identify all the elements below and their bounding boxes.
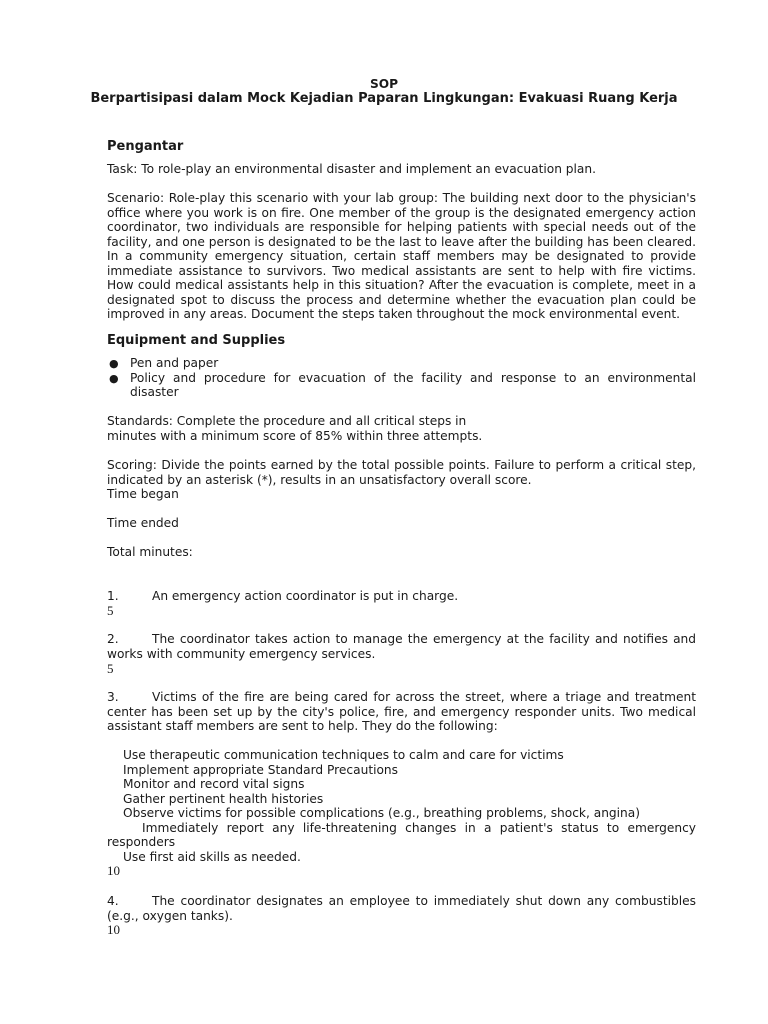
scenario-line: designated spot to discuss the process and determine whether the evacuation plan could be <box>107 293 696 307</box>
step-points: 10 <box>107 922 120 937</box>
substep-item: Observe victims for possible complications (e.g., breathing problems, shock, angina) <box>123 806 640 820</box>
scoring-line: indicated by an asterisk (*), results in an unsatisfactory overall score. <box>107 473 532 487</box>
equipment-heading: Equipment and Supplies <box>107 333 286 348</box>
bullet-icon: ● <box>109 372 119 385</box>
scoring-line: Scoring: Divide the points earned by the total possible points. Failure to perform a critical step, <box>107 458 696 472</box>
scenario-line: coordinator, two individuals are responsible for helping patients with special needs out of the <box>107 220 696 234</box>
step-points: 5 <box>107 661 114 676</box>
scenario-line: facility, and one person is designated to be the last to leave after the building has been cleared. <box>107 235 696 249</box>
step-number: 3. <box>107 690 119 704</box>
step-text: Victims of the fire are being cared for across the street, where a triage and treatment <box>152 690 696 704</box>
step-text-continued: (e.g., oxygen tanks). <box>107 909 233 923</box>
document-title: SOP <box>369 77 399 91</box>
step-text: The coordinator takes action to manage the emergency at the facility and notifies and <box>152 632 696 646</box>
time-ended-label: Time ended <box>107 516 179 530</box>
document-subtitle: Berpartisipasi dalam Mock Kejadian Paparan Lingkungan: Evakuasi Ruang Kerja <box>90 91 678 106</box>
substep-item-continued: responders <box>107 835 176 849</box>
time-began-label: Time began <box>107 487 179 501</box>
equipment-item-continued: disaster <box>130 385 179 399</box>
step-text: The coordinator designates an employee to immediately shut down any combustibles <box>152 894 696 908</box>
step-text-continued: works with community emergency services. <box>107 647 376 661</box>
scenario-line: improved in any areas. Document the steps taken throughout the mock environmental event. <box>107 307 680 321</box>
step-points: 10 <box>107 863 120 878</box>
scenario-line: office where you work is on fire. One member of the group is the designated emergency action <box>107 206 696 220</box>
substep-item: Use therapeutic communication techniques to calm and care for victims <box>123 748 564 762</box>
equipment-item: Pen and paper <box>130 356 219 370</box>
substep-item: Monitor and record vital signs <box>123 777 305 791</box>
substep-item: Implement appropriate Standard Precautions <box>123 763 399 777</box>
equipment-item: Policy and procedure for evacuation of the facility and response to an environmental <box>130 371 696 385</box>
step-number: 1. <box>107 589 119 603</box>
scenario-line: immediate assistance to survivors. Two medical assistants are sent to help with fire victims. <box>107 264 696 278</box>
bullet-icon: ● <box>109 357 119 370</box>
total-minutes-label: Total minutes: <box>107 545 193 559</box>
substep-item: Use first aid skills as needed. <box>123 850 301 864</box>
step-text-continued: center has been set up by the city's police, fire, and emergency responder units. Two medical <box>107 705 696 719</box>
substep-item: Gather pertinent health histories <box>123 792 324 806</box>
step-number: 2. <box>107 632 119 646</box>
step-text-continued: assistant staff members are sent to help. They do the following: <box>107 719 498 733</box>
task-text: Task: To role-play an environmental disaster and implement an evacuation plan. <box>107 162 596 176</box>
step-text: An emergency action coordinator is put in charge. <box>152 589 459 603</box>
intro-heading: Pengantar <box>107 139 184 154</box>
scenario-line: In a community emergency situation, certain staff members may be designated to provide <box>107 249 696 263</box>
step-number: 4. <box>107 894 119 908</box>
step-points: 5 <box>107 603 114 618</box>
standards-line: minutes with a minimum score of 85% within three attempts. <box>107 429 483 443</box>
substep-item: Immediately report any life-threatening changes in a patient's status to emergency <box>142 821 696 835</box>
scenario-line: How could medical assistants help in this situation? After the evacuation is complete, meet in a <box>107 278 696 292</box>
scenario-line: Scenario: Role-play this scenario with your lab group: The building next door to the physician's <box>107 191 696 205</box>
standards-line: Standards: Complete the procedure and all critical steps in <box>107 414 467 428</box>
